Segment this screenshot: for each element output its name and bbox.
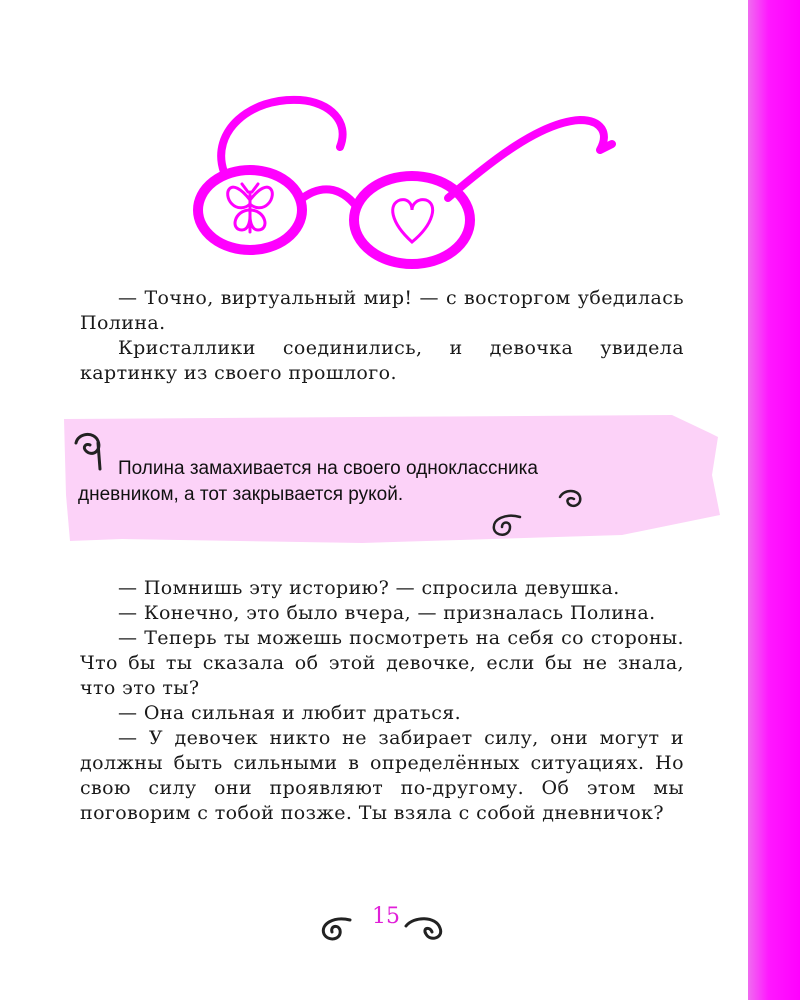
- glasses-illustration: [190, 92, 630, 272]
- paragraph: — Точно, виртуальный мир! — с восторгом убедилась Полина.: [80, 287, 684, 334]
- butterfly-icon: [228, 184, 273, 232]
- swirl-icon: [402, 914, 448, 944]
- paragraph: — Она сильная и любит драться.: [118, 702, 462, 724]
- scene-callout: [62, 415, 722, 545]
- callout-line: дневником, а тот закрывается рукой.: [78, 484, 404, 505]
- swirl-icon: [554, 487, 586, 511]
- paragraph: Кристаллики соединились, и девочка увидела картинку из своего прошлого.: [80, 337, 684, 384]
- callout-line: Полина замахивается на своего одноклассника: [118, 458, 538, 479]
- heart-icon: [393, 200, 433, 242]
- pink-page-edge: [748, 0, 800, 1000]
- swirl-icon: [316, 914, 356, 944]
- page-number: 15: [372, 904, 400, 929]
- paragraph: — У девочек никто не забирает силу, они могут и должны быть сильными в определённых ситуациях. Но свою силу они проявляют по-другому. Об этом мы поговорим с тобой позже. Ты взяла с собой дневничок?: [80, 727, 684, 824]
- story-text-bottom: [80, 576, 684, 826]
- paragraph: — Теперь ты можешь посмотреть на себя со стороны. Что бы ты сказала об этой девочке, если бы не знала, что это ты?: [80, 627, 684, 699]
- story-text-top: [80, 286, 684, 386]
- callout-text: [78, 456, 688, 508]
- paragraph: — Конечно, это было вчера, — призналась Полина.: [118, 602, 656, 624]
- paragraph: — Помнишь эту историю? — спросила девушка.: [118, 577, 620, 599]
- swirl-icon: [486, 511, 526, 539]
